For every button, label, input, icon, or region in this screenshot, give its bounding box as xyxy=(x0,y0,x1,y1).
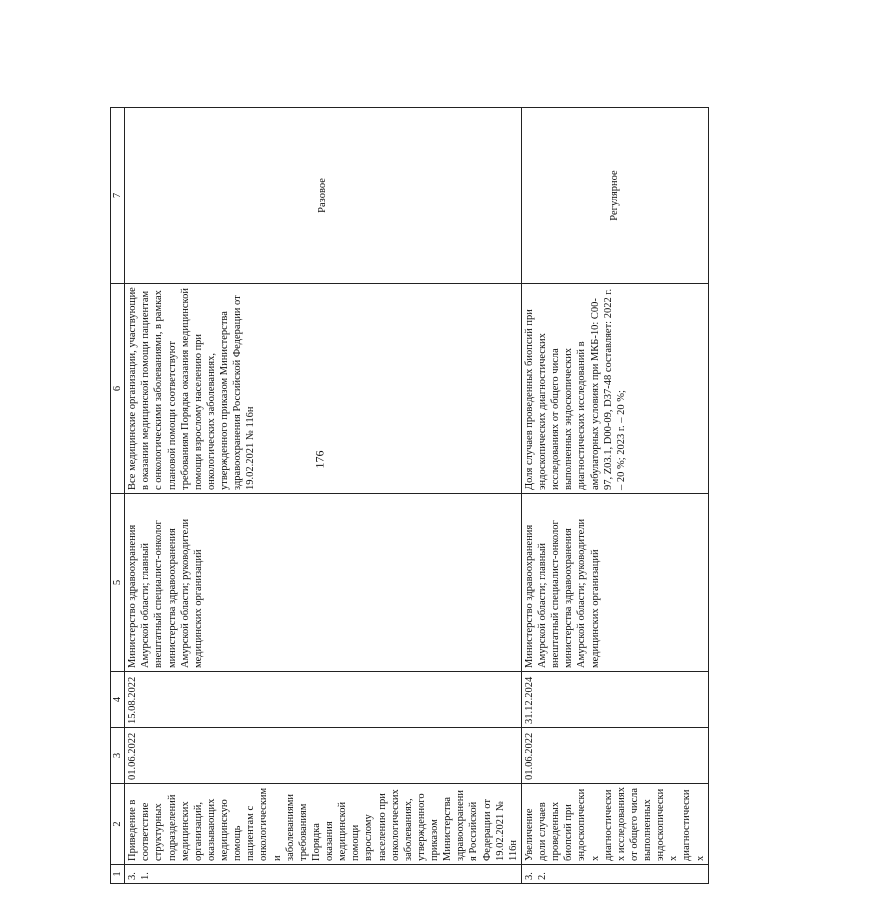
column-number: 1 xyxy=(111,865,125,884)
end-date-cell: 31.12.2024 xyxy=(521,672,708,728)
table-area xyxy=(110,108,886,880)
type-cell: Регулярное xyxy=(521,108,708,284)
table-row xyxy=(521,108,708,884)
type-cell: Разовое xyxy=(125,108,522,284)
table-row xyxy=(125,108,522,884)
result-cell: Все медицинские организации, участвующие в оказании медицинской помощи пациентам с онкологическими заболеваниями, в рамках плановой помощи соответствуют требованиям Порядка оказания медицинской помощи взрослому населению при онкологических заболеваниях, утвержденного приказом Министерства здравоохранения Российской Федерации от 19.02.2021 № 116н xyxy=(125,284,522,494)
column-number: 6 xyxy=(111,284,125,494)
start-date-cell: 01.06.2022 xyxy=(125,728,522,784)
event-cell: Приведение в соответствие структурных подразделений медицинских организаций, оказывающих медицинскую помощь пациентам с онкологическими заболеваниями требованиям Порядка оказания медицинской помощи взрослому населению при онкологических заболеваниях, утвержденного приказом Министерства здравоохранения Российской Федерации от 19.02.2021 № 116н xyxy=(125,784,522,865)
responsible-cell: Министерство здравоохранения Амурской области; главный внештатный специалист-онколог министерства здравоохранения Амурской области; руководители медицинских организаций xyxy=(521,494,708,672)
column-number: 3 xyxy=(111,728,125,784)
start-date-cell: 01.06.2022 xyxy=(521,728,708,784)
plan-table xyxy=(110,107,709,884)
row-number: 3.2. xyxy=(521,865,708,884)
result-cell: Доля случаев проведенных биопсий при эндоскопических диагностических исследованиях от общего числа выполненных эндоскопических диагностических исследований в амбулаторных условиях при МКБ-10: С00-97, Z03.1, D00-09, D37-48 составляет: 2022 г. – 20 %; 2023 г. – 20 %; xyxy=(521,284,708,494)
column-number: 2 xyxy=(111,784,125,865)
responsible-cell: Министерство здравоохранения Амурской области; главный внештатный специалист-онколог министерства здравоохранения Амурской области; руководители медицинских организаций xyxy=(125,494,522,672)
column-number: 5 xyxy=(111,494,125,672)
event-cell: Увеличение доли случаев проведенных биопсий при эндоскопических диагностических исследованиях от общего числа выполненных эндоскопических диагностических xyxy=(521,784,708,865)
column-number-row xyxy=(111,108,125,884)
rotated-table-container xyxy=(110,108,706,884)
end-date-cell: 15.08.2022 xyxy=(125,672,522,728)
column-number: 4 xyxy=(111,672,125,728)
column-number: 7 xyxy=(111,108,125,284)
page-number: 176 xyxy=(312,450,327,469)
row-number: 3.1. xyxy=(125,865,522,884)
